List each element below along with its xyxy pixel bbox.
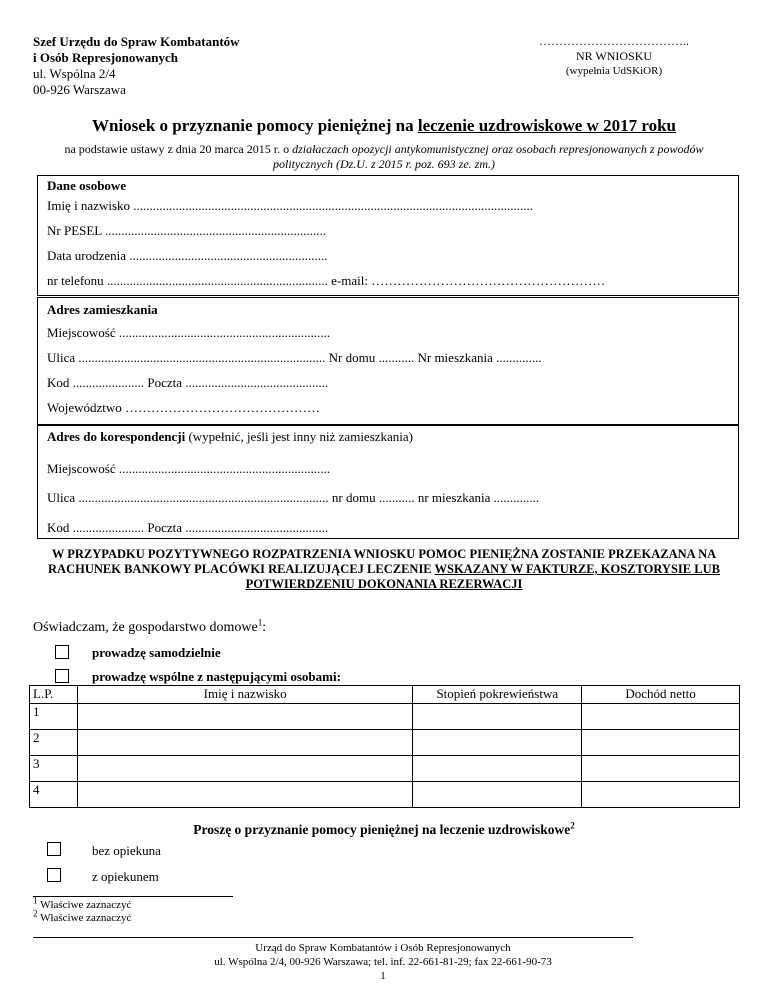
payment-notice-underlined: WSKAZANY W FAKTURZE, KOSZTORYSIE LUB POTWIERDZENIU DOKONANIA REZERWACJI — [245, 562, 720, 591]
page-footer — [33, 941, 733, 983]
addressee-org-line2: i Osób Represjonowanych — [33, 50, 178, 65]
residence-header: Adres zamieszkania — [47, 302, 158, 317]
checkbox-without-caregiver[interactable] — [47, 842, 61, 856]
residence-street-field[interactable]: Ulica ............................................................................ Nr domu ........... Nr mieszkania .............. — [47, 350, 542, 365]
personal-data-section — [37, 175, 739, 296]
residence-address-section — [37, 297, 739, 425]
member-income-cell[interactable] — [582, 730, 740, 756]
application-number-field[interactable]: ……………………………….. — [539, 34, 689, 48]
addressee-city: 00-926 Warszawa — [33, 82, 126, 97]
member-income-cell[interactable] — [582, 782, 740, 808]
member-name-cell[interactable] — [77, 756, 412, 782]
addressee-street: ul. Wspólna 2/4 — [33, 66, 116, 81]
payment-notice-text: W PRZYPADKU POZYTYWNEGO ROZPATRZENIA WNIOSKU POMOC PIENIĘŻNA ZOSTANIE PRZEKAZANA NA RACHUNEK BANKOWY PLACÓWKI REALIZUJĄCEJ LECZENIE — [48, 547, 717, 576]
footnote-ref-2: 2 — [570, 820, 575, 831]
option-without-caregiver: bez opiekuna — [92, 843, 161, 858]
row-number: 4 — [30, 782, 78, 808]
footnote-divider — [33, 896, 233, 897]
name-field[interactable]: Imię i nazwisko ........................................................................................................................... — [47, 198, 534, 213]
column-header-income: Dochód netto — [582, 686, 740, 704]
personal-data-header: Dane osobowe — [47, 178, 127, 193]
member-income-cell[interactable] — [582, 704, 740, 730]
member-relationship-cell[interactable] — [413, 756, 582, 782]
member-name-cell[interactable] — [77, 782, 412, 808]
footnote-2-number: 2 — [33, 908, 38, 919]
column-header-name: Imię i nazwisko — [77, 686, 412, 704]
member-relationship-cell[interactable] — [413, 704, 582, 730]
column-header-relationship: Stopień pokrewieństwa — [413, 686, 582, 704]
application-number-note: (wypełnia UdSKiOR) — [565, 65, 663, 77]
correspondence-town-field[interactable]: Miejscowość ................................................................. — [47, 461, 331, 476]
option-household-alone: prowadzę samodzielnie — [92, 645, 221, 660]
birth-date-field[interactable]: Data urodzenia ............................................................. — [47, 248, 328, 263]
column-header-lp: L.P. — [30, 686, 78, 704]
option-with-caregiver: z opiekunem — [92, 869, 159, 884]
footnote-1-number: 1 — [33, 895, 38, 906]
household-declaration-colon: : — [262, 620, 267, 635]
correspondence-header-bold: Adres do korespondencji — [47, 429, 186, 444]
table-row — [30, 704, 740, 730]
household-members-table — [29, 685, 740, 808]
legal-basis — [60, 142, 708, 172]
checkbox-household-shared[interactable] — [55, 669, 69, 683]
household-declaration — [33, 617, 267, 636]
footnote-1-text: Właściwe zaznaczyć — [40, 899, 132, 911]
request-statement-text: Proszę o przyznanie pomocy pieniężnej na leczenie uzdrowiskowe — [193, 822, 571, 837]
form-title-prefix: Wniosek o przyznanie pomocy pieniężnej na — [92, 116, 418, 135]
member-name-cell[interactable] — [77, 730, 412, 756]
page-number: 1 — [380, 970, 386, 982]
footer-contact: ul. Wspólna 2/4, 00-926 Warszawa; tel. inf. 22-661-81-29; fax 22-661-90-73 — [214, 956, 552, 968]
footer-office-name: Urząd do Spraw Kombatantów i Osób Represjonowanych — [255, 942, 511, 954]
checkbox-household-alone[interactable] — [55, 645, 69, 659]
footnote-1 — [33, 895, 132, 911]
correspondence-header — [47, 429, 413, 445]
phone-email-field[interactable]: nr telefonu .................................................................... e-mail: ……………………………………………… — [47, 273, 606, 288]
footer-divider — [33, 937, 633, 938]
residence-postal-field[interactable]: Kod ...................... Poczta ............................................ — [47, 375, 329, 390]
request-statement — [0, 822, 768, 838]
member-relationship-cell[interactable] — [413, 782, 582, 808]
row-number: 3 — [30, 756, 78, 782]
table-row — [30, 782, 740, 808]
household-declaration-text: Oświadczam, że gospodarstwo domowe — [33, 620, 258, 635]
legal-basis-prefix: na podstawie ustawy z dnia 20 marca 2015 r. o — [64, 142, 293, 156]
member-income-cell[interactable] — [582, 756, 740, 782]
pesel-field[interactable]: Nr PESEL .................................................................... — [47, 223, 327, 238]
form-title-underlined: leczenie uzdrowiskowe w 2017 roku — [417, 116, 676, 135]
residence-voivodeship-field[interactable]: Województwo ……………………………………… — [47, 400, 321, 415]
member-name-cell[interactable] — [77, 704, 412, 730]
footnote-2-text: Właściwe zaznaczyć — [40, 912, 132, 924]
legal-basis-act: działaczach opozycji antykomunistycznej oraz osobach represjonowanych z powodów politycznych (Dz.U. z 2015 r. poz. 693 ze. zm.) — [273, 142, 704, 171]
addressee-org-line1: Szef Urzędu do Spraw Kombatantów — [33, 34, 240, 49]
table-row — [30, 730, 740, 756]
row-number: 1 — [30, 704, 78, 730]
member-relationship-cell[interactable] — [413, 730, 582, 756]
application-number-block — [524, 34, 704, 79]
payment-notice — [40, 547, 728, 592]
correspondence-header-note: (wypełnić, jeśli jest inny niż zamieszkania) — [185, 429, 414, 444]
row-number: 2 — [30, 730, 78, 756]
correspondence-postal-field[interactable]: Kod ...................... Poczta ............................................ — [47, 520, 329, 535]
checkbox-with-caregiver[interactable] — [47, 868, 61, 882]
correspondence-address-section — [37, 425, 739, 539]
addressee-block — [33, 34, 240, 98]
table-row — [30, 756, 740, 782]
application-number-label: NR WNIOSKU — [575, 49, 653, 63]
footnote-2 — [33, 908, 132, 924]
option-household-shared: prowadzę wspólne z następującymi osobami: — [92, 669, 341, 684]
correspondence-street-field[interactable]: Ulica ............................................................................. nr domu ........... nr mieszkania .............. — [47, 490, 540, 505]
residence-town-field[interactable]: Miejscowość ................................................................. — [47, 325, 331, 340]
table-header-row — [30, 686, 740, 704]
footnote-ref-1: 1 — [257, 617, 263, 628]
form-title — [0, 116, 768, 136]
